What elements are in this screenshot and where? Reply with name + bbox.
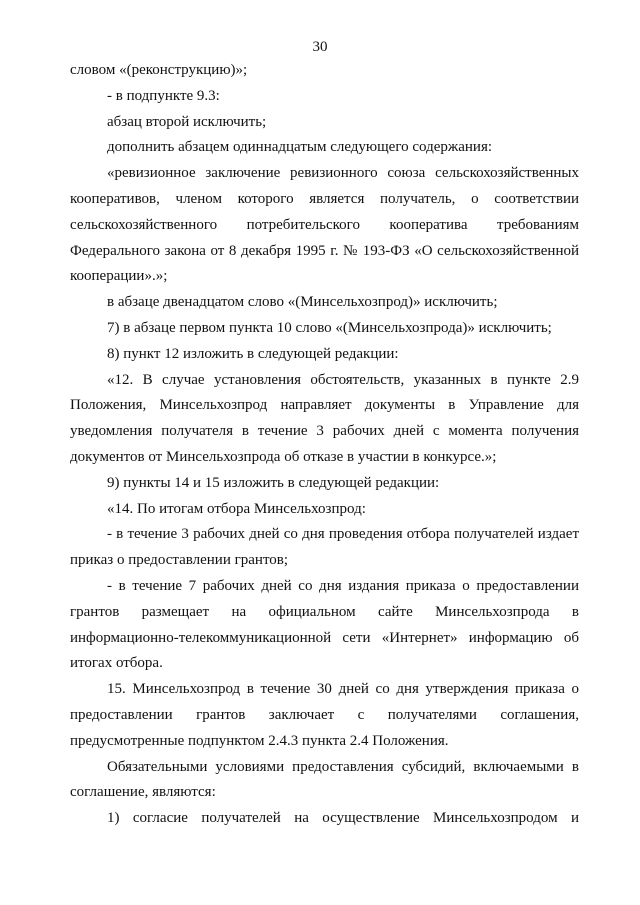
paragraph: - в течение 7 рабочих дней со дня издания приказа о предоставлении грантов размещает на официальном сайте Минсельхозпрода в информационно-телекоммуникационной сети «Интернет» информацию об итогах отбора.: [70, 577, 579, 672]
paragraph: «14. По итогам отбора Минсельхозпрод:: [107, 500, 366, 517]
paragraph: 9) пункты 14 и 15 изложить в следующей редакции:: [107, 474, 440, 491]
paragraph: абзац второй исключить;: [107, 113, 267, 130]
page-number: 30: [312, 39, 328, 55]
paragraph: Обязательными условиями предоставления субсидий, включаемыми в соглашение, являются:: [70, 758, 579, 801]
paragraph: - в течение 3 рабочих дней со дня проведения отбора получателей издает приказ о предоставлении грантов;: [70, 526, 579, 569]
paragraph: «ревизионное заключение ревизионного союза сельскохозяйственных кооперативов, членом которого является получатель, о соответствии сельскохозяйственного потребительского кооператива требованиям Федерального закона от 8 декабря 1995 г. № 193-ФЗ «О сельскохозяйственной кооперации».»;: [70, 165, 579, 285]
paragraph: 8) пункт 12 изложить в следующей редакции:: [107, 345, 399, 362]
document-body: [70, 58, 579, 832]
paragraph: - в подпункте 9.3:: [107, 87, 220, 104]
paragraph: 15. Минсельхозпрод в течение 30 дней со дня утверждения приказа о предоставлении грантов заключает с получателями соглашения, предусмотренные подпунктом 2.4.3 пункта 2.4 Положения.: [70, 681, 579, 749]
paragraph: 1) согласие получателей на осуществление Минсельхозпродом и: [107, 810, 579, 827]
paragraph: словом «(реконструкцию)»;: [70, 62, 248, 78]
paragraph: «12. В случае установления обстоятельств, указанных в пункте 2.9 Положения, Минсельхозпрод направляет документы в Управление для уведомления получателя в течение 3 рабочих дней с момента получения документов от Минсельхозпрода об отказе в участии в конкурсе.»;: [70, 371, 579, 465]
paragraph: 7) в абзаце первом пункта 10 слово «(Минсельхозпрода)» исключить;: [107, 319, 552, 336]
paragraph: дополнить абзацем одиннадцатым следующего содержания:: [107, 139, 493, 156]
paragraph: в абзаце двенадцатом слово «(Минсельхозпрод)» исключить;: [107, 294, 498, 311]
